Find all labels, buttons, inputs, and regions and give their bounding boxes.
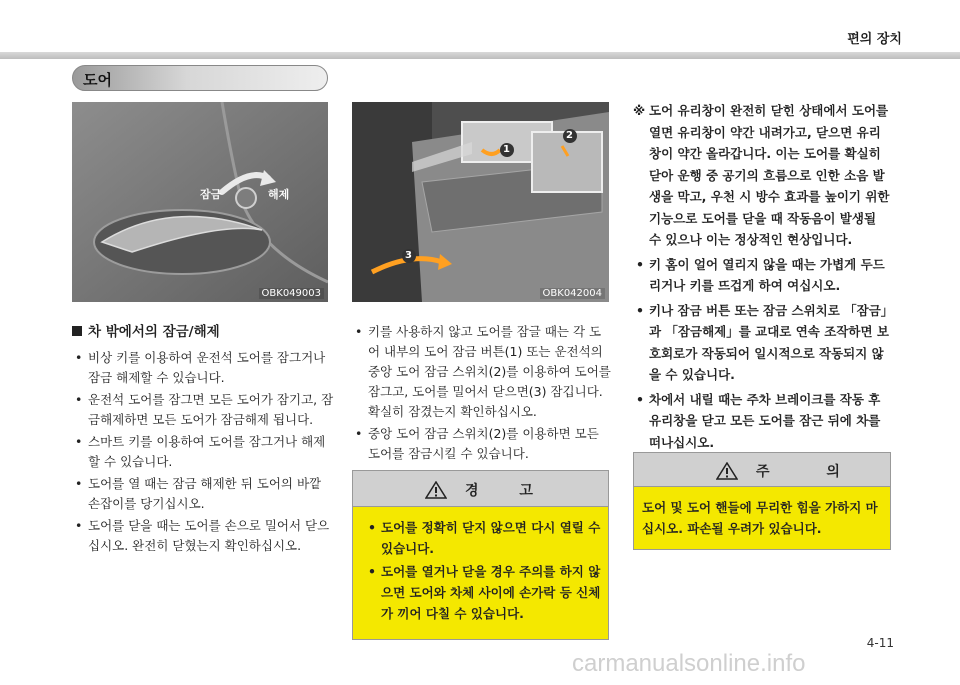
list-item: • 운전석 도어를 잠그면 모든 도어가 잠기고, 잠금해제하면 모든 도어가 잠금해제 됩니다. (72, 390, 336, 430)
warning-item: • 도어를 정확히 닫지 않으면 다시 열릴 수 있습니다. (365, 517, 601, 559)
unlock-label: 해제 (268, 188, 290, 201)
warning-header (353, 471, 608, 507)
warning-title: 경 고 (465, 483, 551, 499)
caution-text: 도어 및 도어 핸들에 무리한 힘을 가하지 마십시오. 파손될 우려가 있습니다. (642, 500, 878, 536)
list-item: • 도어를 열 때는 잠금 해제한 뒤 도어의 바깥 손잡이를 당기십시오. (72, 474, 336, 514)
header-stripe (0, 52, 960, 59)
square-bullet-icon (72, 326, 82, 336)
callout-1-label: 1 (503, 144, 510, 155)
section-title-pill (72, 65, 328, 91)
warning-box (352, 470, 609, 640)
caution-title: 주 의 (756, 464, 866, 480)
list-item: • 도어를 닫을 때는 도어를 손으로 밀어서 닫으십시오. 완전히 닫혔는지 확인하십시오. (72, 516, 336, 556)
list-item: • 키나 잠금 버튼 또는 잠금 스위치로 「잠금」과 「잠금해제」를 교대로 연속 조작하면 보호회로가 작동되어 일시적으로 작동되지 않을 수 있습니다. (633, 300, 891, 386)
list-item: • 키를 사용하지 않고 도어를 잠글 때는 각 도어 내부의 도어 잠금 버튼(1) 또는 운전석의 중앙 도어 잠금 스위치(2)를 이용하여 도어를 잠그고, 도어를 밀어서 닫으면(3) 잠깁니다. 확실히 잠겼는지 확인하십시오. (352, 322, 612, 422)
chapter-title: 편의 장치 (847, 32, 902, 47)
note-mark: ※ (633, 103, 646, 118)
right-column (633, 100, 891, 453)
header-bar (0, 0, 960, 60)
photo-interior-door (352, 102, 609, 302)
subsection-heading-text: 차 밖에서의 잠금/해제 (88, 324, 220, 340)
callout-2-label: 2 (566, 130, 573, 141)
door-handle-illustration (72, 102, 328, 302)
left-column (72, 348, 336, 558)
warning-list (365, 517, 601, 626)
warning-item: • 도어를 열거나 닫을 경우 주의를 하지 않으면 도어와 차체 사이에 손가락 등 신체가 끼어 다칠 수 있습니다. (365, 561, 601, 624)
note-paragraph (633, 100, 891, 251)
lock-label: 잠금 (200, 188, 222, 201)
list-item: • 비상 키를 이용하여 운전석 도어를 잠그거나 잠금 해제할 수 있습니다. (72, 348, 336, 388)
section-title: 도어 (83, 71, 112, 89)
warning-triangle-icon (716, 462, 738, 480)
watermark: carmanualsonline.info (572, 650, 806, 677)
page-number: 4-11 (866, 636, 894, 650)
list-item: • 중앙 도어 잠금 스위치(2)를 이용하면 모든 도어를 잠금시킬 수 있습니다. (352, 424, 612, 464)
middle-column (352, 322, 612, 466)
list-item: • 키 홈이 얼어 열리지 않을 때는 가볍게 두드리거나 키를 뜨겁게 하여 여십시오. (633, 254, 891, 297)
list-item: • 스마트 키를 이용하여 도어를 잠그거나 해제할 수 있습니다. (72, 432, 336, 472)
callout-3-label: 3 (405, 250, 412, 261)
list-item: • 차에서 내릴 때는 주차 브레이크를 작동 후 유리창을 닫고 모든 도어를 잠근 뒤에 차를 떠나십시오. (633, 389, 891, 454)
caution-header (634, 453, 890, 487)
photo-code: OBK042004 (540, 288, 605, 299)
note-text: 도어 유리창이 완전히 닫힌 상태에서 도어를 열면 유리창이 약간 내려가고, 닫으면 유리창이 약간 올라갑니다. 이는 도어를 확실히 닫아 운행 중 공기의 흐름으로 인한 소음 발생을 막고, 우천 시 방수 효과를 높이기 위한 기능으로 도어를 닫을 때 작동음이 발생될 수 있으나 이는 정상적인 현상입니다. (649, 103, 890, 247)
warning-triangle-icon (425, 481, 447, 499)
photo-exterior-handle (72, 102, 328, 302)
photo-code: OBK049003 (259, 288, 324, 299)
caution-box (633, 452, 891, 550)
subsection-heading (72, 320, 220, 340)
